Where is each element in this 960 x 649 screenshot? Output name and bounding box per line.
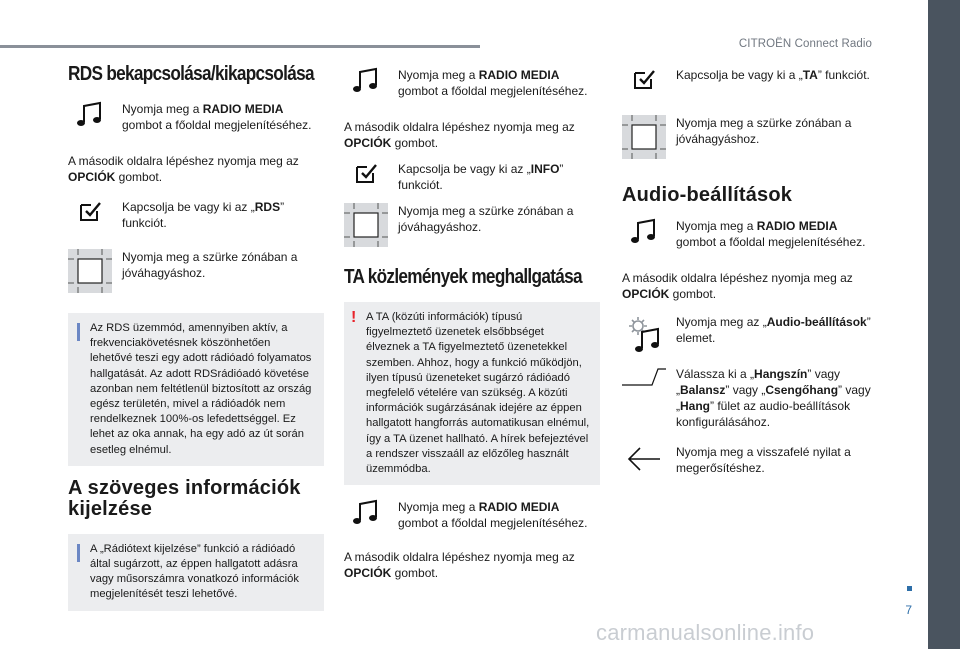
page-marker bbox=[907, 586, 912, 591]
section-title-ta: TA közlemények meghallgatása bbox=[344, 266, 582, 288]
step-back-arrow: Nyomja meg a visszafelé nyilat a megerősítéshez. bbox=[622, 444, 878, 480]
step-radio-media: Nyomja meg a RADIO MEDIA gombot a főoldal megjelenítéséhez. bbox=[68, 101, 324, 137]
checkbox-icon bbox=[622, 67, 666, 111]
step-grey-zone: Nyomja meg a szürke zónában a jóváhagyáshoz. bbox=[68, 249, 324, 285]
step-info-toggle: Kapcsolja be vagy ki az „INFO” funkciót. bbox=[344, 161, 600, 197]
options-instruction: A második oldalra lépéshez nyomja meg az OPCIÓK gombot. bbox=[622, 271, 853, 301]
step-rds-toggle: Kapcsolja be vagy ki az „RDS” funkciót. bbox=[68, 199, 324, 235]
grey-zone-icon bbox=[344, 203, 388, 247]
section-title-audio: Audio-beállítások bbox=[622, 184, 793, 206]
info-bar-icon bbox=[77, 544, 80, 562]
step-grey-zone: Nyomja meg a szürke zónában a jóváhagyáshoz. bbox=[622, 115, 878, 151]
header-rule bbox=[0, 45, 480, 48]
audio-settings-icon bbox=[622, 314, 666, 358]
options-instruction: A második oldalra lépéshez nyomja meg az OPCIÓK gombot. bbox=[344, 550, 575, 581]
music-note-icon bbox=[344, 67, 388, 111]
brand-label: CITROËN Connect Radio bbox=[738, 38, 872, 50]
section-title-rds: RDS bekapcsolása/kikapcsolása bbox=[68, 63, 314, 85]
step-grey-zone: Nyomja meg a szürke zónában a jóváhagyáshoz. bbox=[344, 203, 600, 239]
step-radio-media: Nyomja meg a RADIO MEDIA gombot a főoldal megjelenítéséhez. bbox=[344, 67, 600, 103]
column-1 bbox=[68, 64, 324, 611]
column-2 bbox=[344, 67, 600, 581]
music-note-icon bbox=[344, 499, 388, 543]
music-note-icon bbox=[68, 101, 112, 145]
watermark: carmanualsonline.info bbox=[596, 620, 815, 645]
grey-zone-icon bbox=[622, 115, 666, 159]
step-select-tab: Válassza ki a „Hangszín” vagy „Balansz” vagy „Csengőhang” vagy „Hang” fület az audio-beállítások konfigurálásához. bbox=[622, 366, 878, 430]
page-number: 7 bbox=[905, 603, 912, 617]
step-radio-media: Nyomja meg a RADIO MEDIA gombot a főoldal megjelenítéséhez. bbox=[344, 499, 600, 535]
back-arrow-icon bbox=[622, 444, 666, 488]
column-3 bbox=[622, 67, 878, 480]
checkbox-icon bbox=[344, 161, 388, 205]
warning-exclamation-icon: ! bbox=[351, 309, 357, 326]
page-side-bar bbox=[928, 0, 960, 649]
section-title-text-info: A szöveges információk kijelzése bbox=[68, 476, 301, 520]
checkbox-icon bbox=[68, 199, 112, 243]
step-radio-media: Nyomja meg a RADIO MEDIA gombot a főoldal megjelenítéséhez. bbox=[622, 218, 878, 254]
options-instruction: A második oldalra lépéshez nyomja meg az OPCIÓK gombot. bbox=[344, 120, 575, 150]
music-note-icon bbox=[622, 218, 666, 262]
info-bar-icon bbox=[77, 323, 80, 341]
grey-zone-icon bbox=[68, 249, 112, 293]
info-note-radiotext: A „Rádiótext kijelzése” funkció a rádióadó által sugárzott, az éppen hallgatott adásra vagy műsorszámra vonatkozó információk megjelenítését teszi lehetővé. bbox=[68, 534, 324, 611]
step-audio-settings: Nyomja meg az „Audio-beállítások” elemet. bbox=[622, 314, 878, 350]
options-instruction: A második oldalra lépéshez nyomja meg az OPCIÓK gombot. bbox=[68, 154, 299, 184]
step-ta-toggle: Kapcsolja be vagy ki a „TA” funkciót. bbox=[622, 67, 878, 103]
info-note-rds: Az RDS üzemmód, amennyiben aktív, a frekvenciakövetésnek köszönhetően lehetővé teszi egy adott rádióadó folyamatos hallgatását. Az adott RDSrádióadó követése azonban nem feltétlenül biztosított az ország egész területén, mivel a rádióadók nem rendelkeznek 100%-os lefedettséggel. Ez lehet az oka annak, ha egy adó az út során esetleg elnémul. bbox=[68, 313, 324, 466]
tab-icon bbox=[622, 366, 666, 410]
warning-note-ta: ! A TA (közúti információk) típusú figyelmeztető üzenetek elsőbbséget élveznek a TA figyelmeztető üzenetekkel szemben. Ahhoz, hogy a funkció működjön, ilyen típusú üzeneteket sugárzó rádióadó megfelelő vételére van szükség. A közúti információk sugárzásának idejére az éppen hallgatott hangforrás automatikusan elnémul, így a TA üzenet hallható. A hírek befejeztével a rendszer visszaáll az előzőleg használt üzemmódba. bbox=[344, 302, 600, 485]
